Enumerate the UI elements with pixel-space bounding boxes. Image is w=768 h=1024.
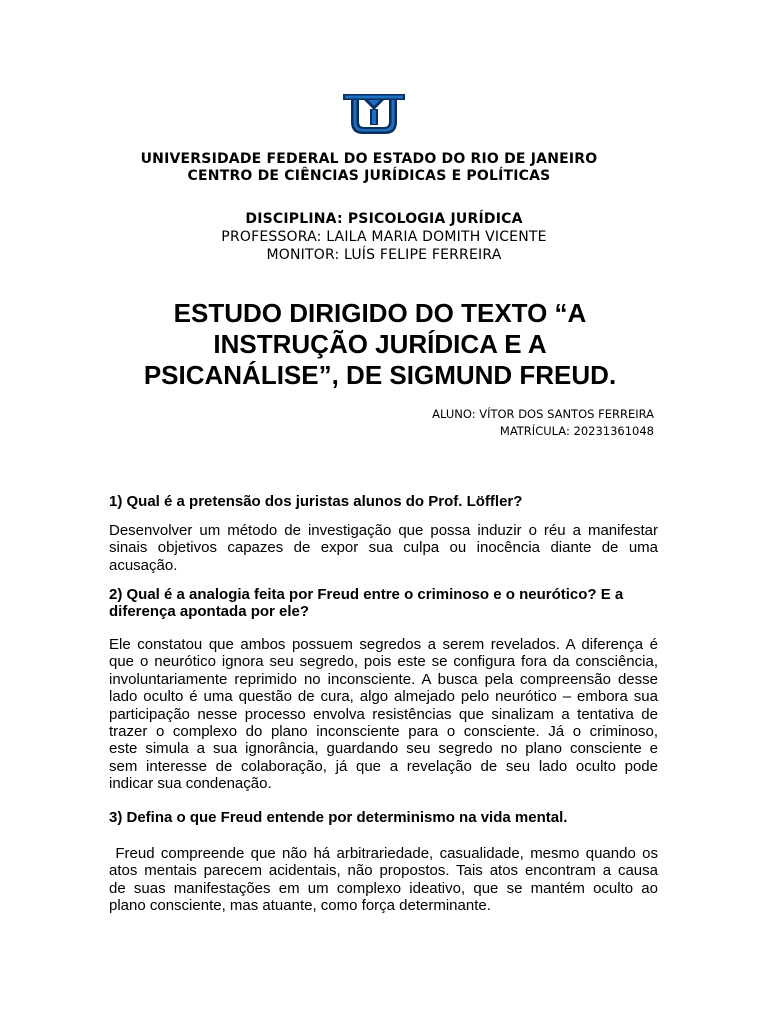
answer-line: participação nesse processo envolva resistências que sinalizam a tentativa de: [109, 705, 658, 723]
title-line: ESTUDO DIRIGIDO DO TEXTO “A: [173, 298, 587, 328]
answer-line: Ele constatou que ambos possuem segredos a serem revelados. A diferença é: [109, 636, 658, 653]
student-registration: MATRÍCULA: 20231361048: [499, 424, 654, 438]
title-line: PSICANÁLISE”, DE SIGMUND FREUD.: [143, 360, 617, 390]
student-name: ALUNO: VÍTOR DOS SANTOS FERREIRA: [432, 407, 654, 421]
answer-line: sinais objetivos capazes de expor sua culpa ou inocência diante de uma: [109, 539, 658, 557]
monitor: MONITOR: LUÍS FELIPE FERREIRA: [266, 247, 502, 263]
student-info: [432, 406, 654, 440]
answer-line: de suas manifestações em um complexo ideativo, que se mantém oculto ao: [109, 879, 658, 897]
answer-2: [109, 636, 658, 793]
title-line: INSTRUÇÃO JURÍDICA E A: [213, 329, 547, 359]
answer-line: involuntariamente reprimido no inconsciente. A busca pela compreensão desse: [109, 670, 658, 688]
answer-line: lado oculto é uma questão de cura, algo almejado pelo neurótico – embora sua: [109, 688, 658, 706]
answer-line: trazer o complexo do plano inconsciente para o consciente. Já o criminoso,: [109, 723, 658, 741]
university-logo: [341, 92, 407, 136]
professor: PROFESSORA: LAILA MARIA DOMITH VICENTE: [221, 229, 547, 245]
question-line: 1) Qual é a pretensão dos juristas alunos do Prof. Löffler?: [109, 493, 523, 510]
answer-line: Desenvolver um método de investigação que possa induzir o réu a manifestar: [109, 522, 658, 539]
question-1: [109, 493, 658, 510]
answer-3: [109, 845, 658, 915]
answer-line: indicar sua condenação.: [109, 775, 272, 793]
question-3: [109, 809, 658, 826]
answer-line: que o neurótico ignora seu segredo, pois este se configura fora da consciência,: [109, 653, 658, 671]
center-name: CENTRO DE CIÊNCIAS JURÍDICAS E POLÍTICAS: [187, 168, 551, 184]
discipline: DISCIPLINA: PSICOLOGIA JURÍDICA: [245, 211, 523, 227]
answer-1: [109, 522, 658, 574]
question-2: [109, 586, 658, 621]
answer-line: atos mentais parecem acidentais, não propostos. Tais atos encontram a causa: [109, 862, 658, 880]
question-line: diferença apontada por ele?: [109, 603, 310, 621]
document-title: [0, 298, 764, 391]
answer-line: plano consciente, mas atuante, como força determinante.: [109, 897, 491, 915]
answer-line: Freud compreende que não há arbitrariedade, casualidade, mesmo quando os: [109, 845, 658, 862]
answer-line: este simula a sua ignorância, guardando seu segredo no plano consciente e: [109, 740, 658, 758]
question-line: 2) Qual é a analogia feita por Freud entre o criminoso e o neurótico? E a: [109, 586, 624, 603]
answer-line: acusação.: [109, 556, 178, 574]
answer-line: sem interesse de colaboração, já que a revelação de seu lado oculto pode: [109, 757, 658, 775]
university-name: UNIVERSIDADE FEDERAL DO ESTADO DO RIO DE JANEIRO: [140, 151, 598, 167]
question-line: 3) Defina o que Freud entende por determinismo na vida mental.: [109, 809, 568, 826]
